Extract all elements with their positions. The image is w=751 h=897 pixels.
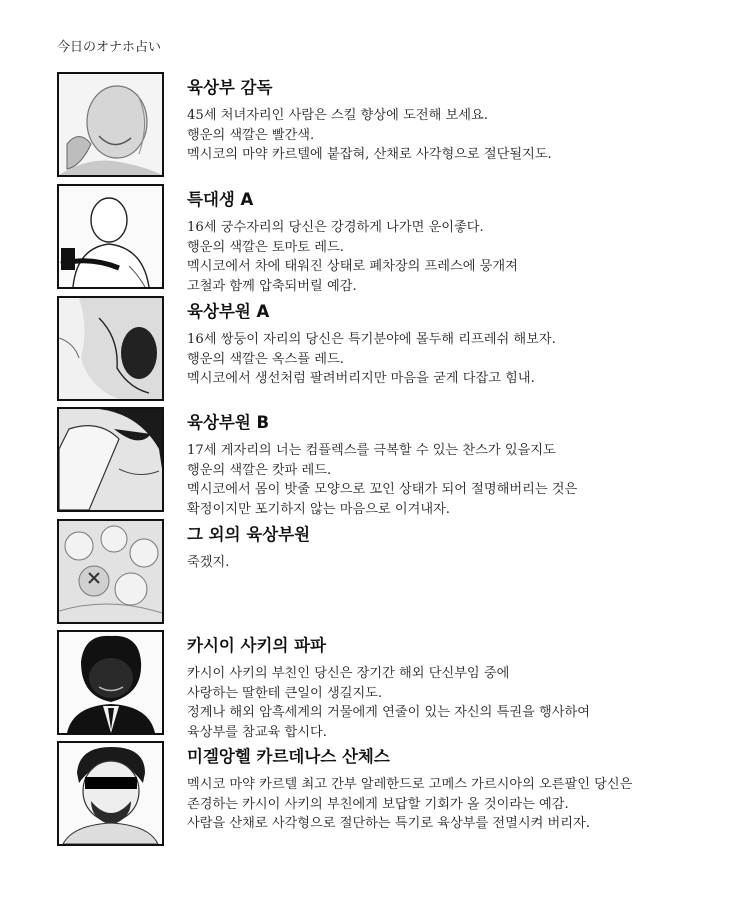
fortune-entry bbox=[57, 630, 737, 740]
entry-title: 미겔앙헬 카르데나스 산체스 bbox=[187, 747, 390, 766]
entry-text bbox=[187, 441, 737, 519]
fortune-entry bbox=[57, 519, 737, 624]
fortune-entry bbox=[57, 72, 737, 177]
entry-line: 존경하는 카시이 사키의 부친에게 보답할 기회가 올 것이라는 예감. bbox=[187, 796, 569, 812]
entry-title: 육상부원 B bbox=[187, 413, 270, 432]
entry-line: 멕시코의 마약 카르텔에 붙잡혀, 산채로 사각형으로 절단될지도. bbox=[187, 147, 552, 162]
entry-line: 정계나 해외 암흑세계의 거물에게 연줄이 있는 자신의 특권을 행사하여 bbox=[187, 705, 590, 720]
entry-line: 카시이 사키의 부친인 당신은 장기간 해외 단신부임 중에 bbox=[187, 666, 510, 681]
entry-title: 육상부 감독 bbox=[187, 78, 273, 97]
entry-line: 행운의 색깔은 캇파 레드. bbox=[187, 462, 332, 478]
entry-line: 16세 쌍둥이 자리의 당신은 특기분야에 몰두해 리프레쉬 해보자. bbox=[187, 332, 556, 347]
page-header: 今日のオナホ占い bbox=[57, 40, 162, 55]
fortune-entry bbox=[57, 184, 737, 294]
entry-text bbox=[187, 664, 737, 742]
crowd-scene bbox=[57, 519, 164, 624]
entry-line: 육상부를 참교육 합시다. bbox=[187, 724, 327, 740]
faceless-athlete-with-camera bbox=[57, 184, 164, 289]
entry-line: 행운의 색깔은 옥스플 레드. bbox=[187, 351, 344, 367]
man-with-censor-bar bbox=[57, 741, 164, 846]
dark-haired-man-portrait bbox=[57, 407, 164, 512]
entry-line: 사람을 산채로 사각형으로 절단하는 특기로 육상부를 전멸시켜 버리자. bbox=[187, 816, 590, 831]
entry-line: 사랑하는 딸한테 큰일이 생길지도. bbox=[187, 685, 383, 701]
entry-text bbox=[187, 775, 737, 834]
entry-line: 16세 궁수자리의 당신은 강경하게 나가면 운이좋다. bbox=[187, 220, 484, 235]
fortune-entry bbox=[57, 296, 737, 401]
entry-text bbox=[187, 330, 737, 389]
entry-title: 그 외의 육상부원 bbox=[187, 525, 311, 544]
entry-title: 육상부원 A bbox=[187, 302, 270, 321]
entry-line: 멕시코에서 차에 태워진 상태로 폐차장의 프레스에 뭉개져 bbox=[187, 259, 518, 274]
shadowed-man-in-suit bbox=[57, 630, 164, 735]
entry-text bbox=[187, 218, 737, 296]
fortune-entry bbox=[57, 741, 737, 846]
entry-line: 45세 처녀자리인 사람은 스킬 향상에 도전해 보세요. bbox=[187, 108, 488, 123]
entry-line: 멕시코 마약 카르텔 최고 간부 알레한드로 고메스 가르시아의 오른팔인 당신은 bbox=[187, 777, 633, 792]
entry-title: 특대생 A bbox=[187, 190, 254, 209]
entry-line: 멕시코에서 생선처럼 팔려버리지만 마음을 굳게 다잡고 힘내. bbox=[187, 371, 535, 386]
entry-line: 고철과 함께 압축되버릴 예감. bbox=[187, 278, 357, 294]
profile-face-portrait bbox=[57, 296, 164, 401]
fortune-entry bbox=[57, 407, 737, 517]
entry-line: 행운의 색깔은 빨간색. bbox=[187, 127, 315, 143]
entry-line: 멕시코에서 몸이 밧줄 모양으로 꼬인 상태가 되어 절명해버리는 것은 bbox=[187, 482, 578, 497]
entry-line: 행운의 색깔은 토마토 레드. bbox=[187, 239, 344, 255]
entry-text bbox=[187, 106, 737, 165]
entry-title: 카시이 사키의 파파 bbox=[187, 636, 327, 655]
bald-man-portrait bbox=[57, 72, 164, 177]
entry-text bbox=[187, 553, 737, 573]
entry-line: 17세 게자리의 너는 컴플렉스를 극복할 수 있는 찬스가 있을지도 bbox=[187, 443, 556, 458]
entry-line: 죽겠지. bbox=[187, 555, 230, 570]
entry-line: 확정이지만 포기하지 않는 마음으로 이겨내자. bbox=[187, 501, 451, 517]
